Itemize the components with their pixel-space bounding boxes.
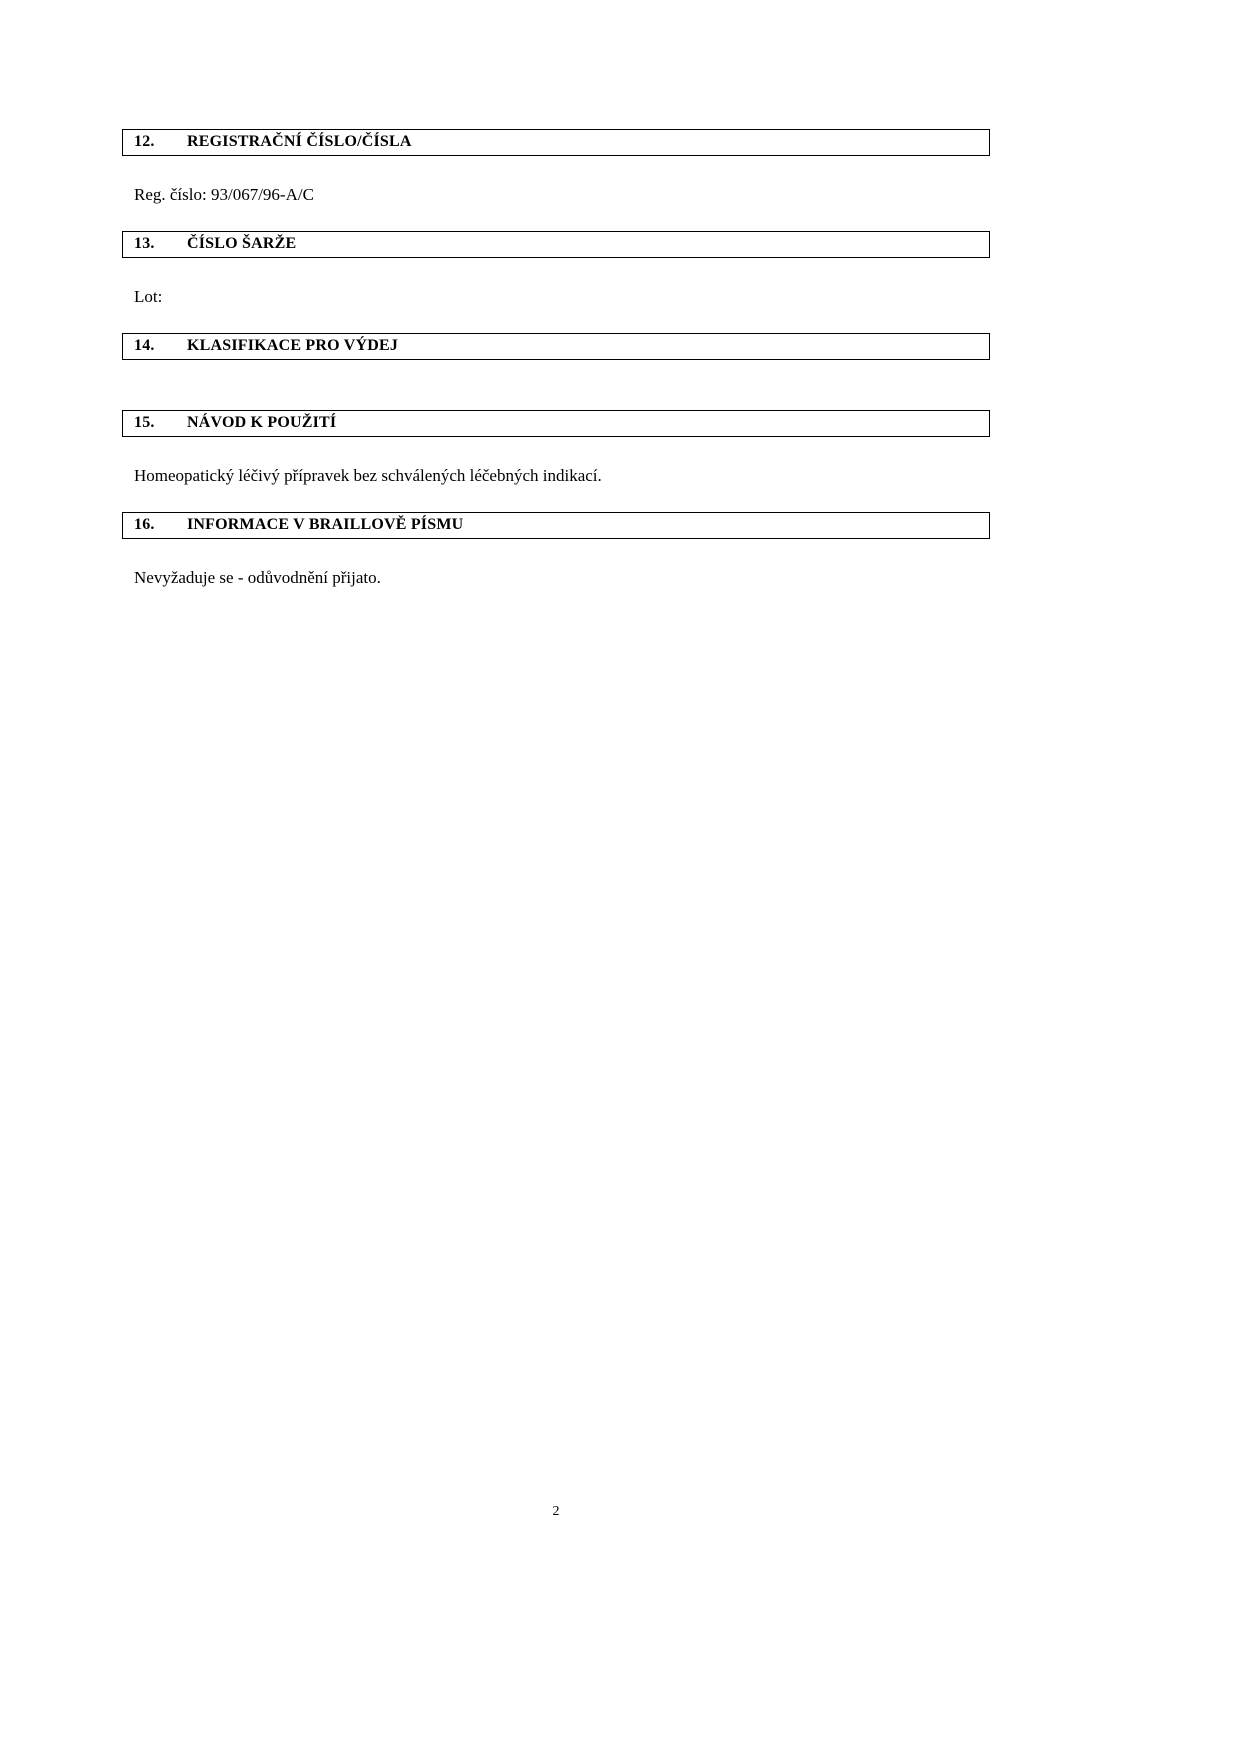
- section-12-header: [122, 129, 990, 156]
- section-14: [122, 333, 990, 395]
- section-16-number: 16.: [134, 516, 155, 533]
- section-15-body: Homeopatický léčivý přípravek bez schválených léčebných indikací.: [134, 466, 602, 485]
- section-13: [122, 231, 990, 307]
- section-13-title: ČÍSLO ŠARŽE: [187, 235, 297, 252]
- section-13-number: 13.: [134, 235, 155, 252]
- section-15: [122, 410, 990, 486]
- section-15-header: [122, 410, 990, 437]
- section-15-number: 15.: [134, 414, 155, 431]
- section-14-title: KLASIFIKACE PRO VÝDEJ: [187, 337, 399, 354]
- page-number: 2: [552, 1504, 560, 1519]
- section-14-number: 14.: [134, 337, 155, 354]
- section-16: [122, 512, 990, 588]
- section-12-number: 12.: [134, 133, 155, 150]
- section-16-title: INFORMACE V BRAILLOVĚ PÍSMU: [187, 516, 464, 533]
- section-16-header: [122, 512, 990, 539]
- section-13-header: [122, 231, 990, 258]
- section-12-title: REGISTRAČNÍ ČÍSLO/ČÍSLA: [187, 133, 412, 150]
- document-content: [122, 129, 990, 614]
- section-16-body: Nevyžaduje se - odůvodnění přijato.: [134, 568, 381, 587]
- section-14-body: [134, 374, 990, 395]
- section-14-header: [122, 333, 990, 360]
- section-12: [122, 129, 990, 205]
- section-12-body: Reg. číslo: 93/067/96-A/C: [134, 185, 314, 204]
- section-13-body: Lot:: [134, 287, 163, 306]
- section-15-title: NÁVOD K POUŽITÍ: [187, 414, 337, 431]
